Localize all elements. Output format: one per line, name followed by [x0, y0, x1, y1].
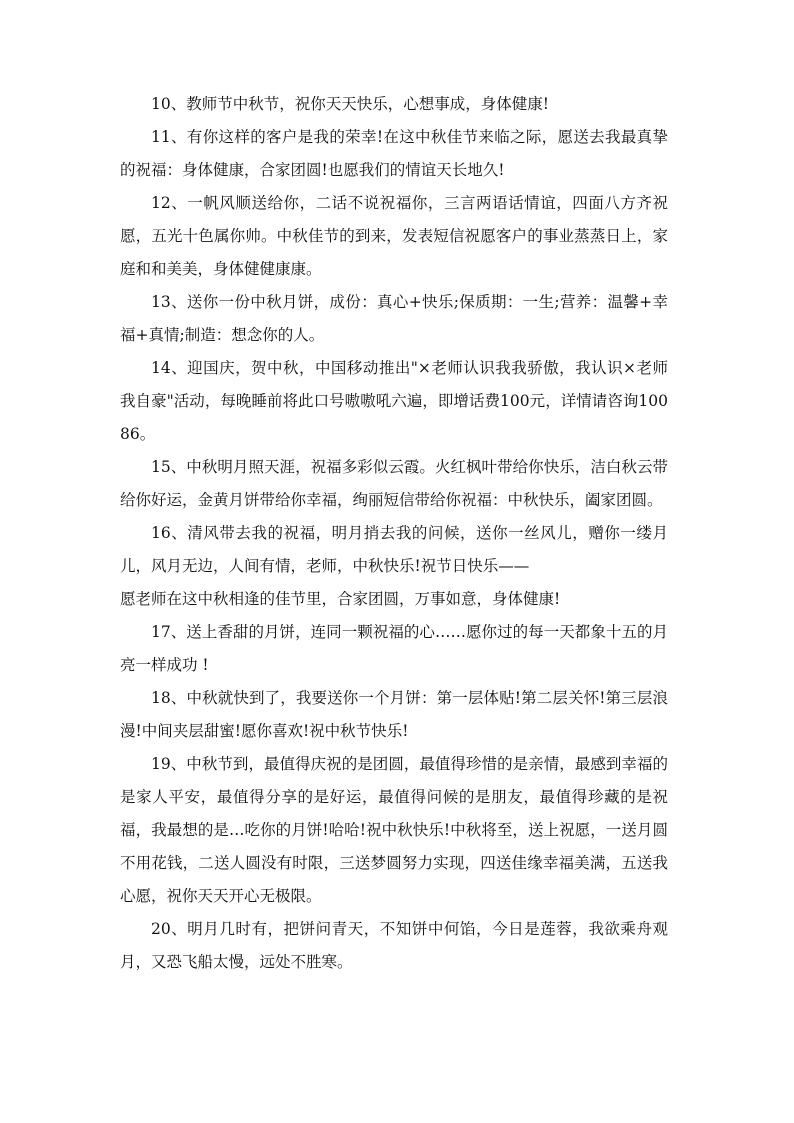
- wish-item-14: 14、迎国庆，贺中秋，中国移动推出"×老师认识我我骄傲，我认识×老师我自豪"活动，每晚睡前将此口号嗷嗷吼六遍，即增话费100元，详情请咨询10086。: [120, 359, 668, 443]
- wish-item-18: 18、中秋就快到了，我要送你一个月饼：第一层体贴!第二层关怀!第三层浪漫!中间夹层甜蜜!愿你喜欢!祝中秋节快乐!: [120, 689, 668, 740]
- wish-item-19: 19、中秋节到，最值得庆祝的是团圆，最值得珍惜的是亲情，最感到幸福的是家人平安，最值得分享的是好运，最值得问候的是朋友，最值得珍藏的是祝福，我最想的是…吃你的月饼!哈哈!祝中秋快乐!中秋将至，送上祝愿，一送月圆不用花钱，二送人圆没有时限，三送梦圆努力实现，四送佳缘幸福美满，五送我心愿，祝你天天开心无极限。: [120, 755, 668, 905]
- wish-item-12: 12、一帆风顺送给你，二话不说祝福你，三言两语话情谊，四面八方齐祝愿，五光十色属你帅。中秋佳节的到来，发表短信祝愿客户的事业蒸蒸日上，家庭和和美美，身体健健康康。: [120, 194, 668, 278]
- wish-item-15: 15、中秋明月照天涯，祝福多彩似云霞。火红枫叶带给你快乐，洁白秋云带给你好运，金黄月饼带给你幸福，绚丽短信带给你祝福：中秋快乐，阖家团圆。: [120, 458, 668, 509]
- document-page: [120, 88, 668, 979]
- wish-item-16-continuation: 愿老师在这中秋相逢的佳节里，合家团圆，万事如意，身体健康!: [120, 590, 561, 608]
- wish-item-13: 13、送你一份中秋月饼，成份：真心+快乐;保质期：一生;营养：温馨+幸福+真情;制造：想念你的人。: [120, 293, 668, 344]
- wish-item-16: [120, 517, 668, 616]
- wish-item-16-text: 16、清风带去我的祝福，明月捎去我的问候，送你一丝风儿，赠你一缕月儿，风月无边，人间有情，老师，中秋快乐!祝节日快乐——: [120, 524, 668, 575]
- wish-item-17: 17、送上香甜的月饼，连同一颗祝福的心……愿你过的每一天都象十五的月亮一样成功 !: [120, 623, 668, 674]
- wish-item-20: 20、明月几时有，把饼问青天，不知饼中何馅，今日是莲蓉，我欲乘舟观月，又恐飞船太慢，远处不胜寒。: [120, 920, 668, 971]
- wish-item-10: 10、教师节中秋节，祝你天天快乐，心想事成，身体健康!: [151, 95, 549, 113]
- wish-item-11: 11、有你这样的客户是我的荣幸!在这中秋佳节来临之际，愿送去我最真挚的祝福：身体健康，合家团圆!也愿我们的情谊天长地久!: [120, 128, 668, 179]
